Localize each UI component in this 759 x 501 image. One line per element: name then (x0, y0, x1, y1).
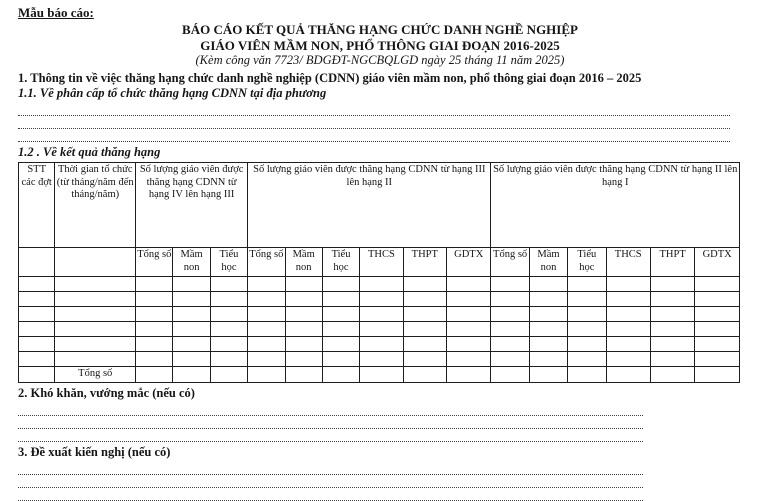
empty-cell (447, 322, 491, 337)
empty-cell (210, 322, 247, 337)
empty-cell (136, 292, 173, 307)
subheader-cell: Mầm non (173, 248, 210, 277)
subheader-cell: Mầm non (529, 248, 567, 277)
empty-cell (19, 337, 55, 352)
empty-cell (360, 322, 403, 337)
empty-cell (606, 292, 650, 307)
header-group-iv-to-iii: Số lượng giáo viên được thăng hạng CDNN từ hạng IV lên hạng III (136, 163, 248, 248)
empty-cell (173, 292, 210, 307)
section1-1-answer-lines (18, 103, 742, 142)
empty-cell (529, 352, 567, 367)
empty-cell (650, 292, 694, 307)
empty-cell (19, 322, 55, 337)
empty-cell (447, 292, 491, 307)
empty-cell (248, 352, 285, 367)
empty-cell (136, 307, 173, 322)
empty-cell (568, 352, 606, 367)
empty-cell (136, 322, 173, 337)
empty-cell (568, 367, 606, 382)
subheader-cell: Tiểu học (210, 248, 247, 277)
empty-cell (606, 307, 650, 322)
empty-cell (210, 307, 247, 322)
empty-cell (285, 322, 322, 337)
dotted-line (18, 429, 643, 442)
empty-cell (529, 292, 567, 307)
table-row (19, 352, 740, 367)
empty-cell (136, 277, 173, 292)
empty-cell (322, 277, 359, 292)
empty-cell (248, 307, 285, 322)
empty-cell (248, 292, 285, 307)
section2-answer-lines (18, 403, 742, 442)
empty-cell (606, 367, 650, 382)
dotted-line (18, 462, 643, 475)
section3-answer-lines (18, 462, 742, 501)
empty-cell (173, 307, 210, 322)
empty-cell (403, 352, 446, 367)
empty-cell (19, 352, 55, 367)
empty-cell (19, 277, 55, 292)
header-group-ii-to-i: Số lượng giáo viên được thăng hạng CDNN từ hạng II lên hạng I (491, 163, 740, 248)
empty-cell (173, 367, 210, 382)
empty-cell (529, 367, 567, 382)
empty-cell (491, 322, 529, 337)
empty-cell (322, 337, 359, 352)
section2-heading: 2. Khó khăn, vướng mắc (nếu có) (18, 385, 195, 400)
subheader-cell: THPT (403, 248, 446, 277)
empty-cell (606, 322, 650, 337)
empty-cell (173, 352, 210, 367)
empty-cell (491, 352, 529, 367)
section1-2-heading: 1.2 . Về kết quả thăng hạng (18, 145, 161, 160)
table-row (19, 307, 740, 322)
empty-cell (695, 337, 740, 352)
empty-cell (447, 277, 491, 292)
empty-cell (210, 352, 247, 367)
subheader-cell: THPT (650, 248, 694, 277)
empty-cell (210, 367, 247, 382)
empty-cell (568, 322, 606, 337)
empty-cell (55, 292, 136, 307)
subheader-cell: THCS (606, 248, 650, 277)
dotted-line (18, 403, 643, 416)
dotted-line (18, 129, 730, 142)
empty-cell (568, 292, 606, 307)
empty-cell (248, 367, 285, 382)
table-row (19, 337, 740, 352)
empty-cell (650, 277, 694, 292)
empty-cell (447, 307, 491, 322)
subheader-cell: GDTX (695, 248, 740, 277)
empty-cell (322, 292, 359, 307)
table-subheader-row (19, 248, 740, 277)
empty-cell (403, 337, 446, 352)
empty-cell (650, 307, 694, 322)
empty-cell (606, 277, 650, 292)
empty-cell (568, 277, 606, 292)
empty-cell (19, 292, 55, 307)
empty-cell (447, 367, 491, 382)
table-row (19, 292, 740, 307)
dotted-line (18, 416, 643, 429)
empty-cell (568, 307, 606, 322)
title-block (18, 22, 742, 68)
empty-cell (173, 322, 210, 337)
empty-cell (650, 352, 694, 367)
header-time: Thời gian tổ chức (từ tháng/năm đến tháng/năm) (55, 163, 136, 248)
empty-cell (55, 248, 136, 277)
form-label: Mẫu báo cáo: (18, 5, 94, 20)
empty-cell (529, 322, 567, 337)
empty-cell (568, 337, 606, 352)
empty-cell (650, 337, 694, 352)
empty-cell (322, 322, 359, 337)
empty-cell (360, 337, 403, 352)
dotted-line (18, 475, 643, 488)
table-row (19, 277, 740, 292)
empty-cell (248, 337, 285, 352)
empty-cell (491, 367, 529, 382)
table-row (19, 322, 740, 337)
empty-cell (606, 337, 650, 352)
empty-cell (19, 307, 55, 322)
section1-heading: 1. Thông tin về việc thăng hạng chức danh nghề nghiệp (CDNN) giáo viên mầm non, phổ thông giai đoạn 2016 – 2025 (18, 71, 642, 86)
empty-cell (322, 367, 359, 382)
empty-cell (403, 307, 446, 322)
empty-cell (285, 337, 322, 352)
empty-cell (136, 367, 173, 382)
header-stt: STT các đợt (19, 163, 55, 248)
empty-cell (210, 337, 247, 352)
empty-cell (210, 277, 247, 292)
empty-cell (136, 352, 173, 367)
subheader-cell: Tổng số (248, 248, 285, 277)
empty-cell (491, 307, 529, 322)
empty-cell (529, 307, 567, 322)
empty-cell (285, 367, 322, 382)
empty-cell (403, 367, 446, 382)
empty-cell (491, 292, 529, 307)
empty-cell (403, 292, 446, 307)
empty-cell (55, 352, 136, 367)
empty-cell (285, 277, 322, 292)
empty-cell (19, 367, 55, 382)
empty-cell (55, 277, 136, 292)
table-total-row (19, 367, 740, 382)
empty-cell (403, 277, 446, 292)
empty-cell (695, 322, 740, 337)
empty-cell (173, 277, 210, 292)
subheader-cell: Tổng số (136, 248, 173, 277)
subheader-cell: Tiểu học (568, 248, 606, 277)
empty-cell (322, 352, 359, 367)
empty-cell (695, 367, 740, 382)
subheader-cell: Mầm non (285, 248, 322, 277)
empty-cell (285, 352, 322, 367)
empty-cell (19, 248, 55, 277)
empty-cell (447, 352, 491, 367)
empty-cell (695, 307, 740, 322)
empty-cell (173, 337, 210, 352)
empty-cell (285, 307, 322, 322)
section1-1-heading: 1.1. Về phân cấp tổ chức thăng hạng CDNN tại địa phương (18, 86, 327, 101)
empty-cell (360, 352, 403, 367)
total-row-label: Tổng số (55, 367, 136, 382)
empty-cell (491, 337, 529, 352)
empty-cell (248, 322, 285, 337)
empty-cell (403, 322, 446, 337)
empty-cell (55, 322, 136, 337)
empty-cell (695, 352, 740, 367)
empty-cell (55, 307, 136, 322)
empty-cell (650, 322, 694, 337)
table-group-header-row (19, 163, 740, 248)
empty-cell (210, 292, 247, 307)
section3-heading: 3. Đề xuất kiến nghị (nếu có) (18, 444, 171, 459)
empty-cell (650, 367, 694, 382)
dotted-line (18, 103, 730, 116)
empty-cell (285, 292, 322, 307)
report-title-line2: GIÁO VIÊN MẦM NON, PHỔ THÔNG GIAI ĐOẠN 2016-2025 (200, 37, 560, 53)
empty-cell (322, 307, 359, 322)
empty-cell (695, 277, 740, 292)
dotted-line (18, 116, 730, 129)
empty-cell (606, 352, 650, 367)
dotted-line (18, 488, 643, 501)
report-title-line1: BÁO CÁO KẾT QUẢ THĂNG HẠNG CHỨC DANH NGHỀ NGHIỆP (182, 22, 578, 37)
empty-cell (136, 337, 173, 352)
empty-cell (529, 277, 567, 292)
subheader-cell: Tổng số (491, 248, 529, 277)
header-group-iii-to-ii: Số lượng giáo viên được thăng hạng CDNN từ hạng III lên hạng II (248, 163, 491, 248)
subheader-cell: GDTX (447, 248, 491, 277)
subheader-cell: THCS (360, 248, 403, 277)
subheader-cell: Tiểu học (322, 248, 359, 277)
empty-cell (447, 337, 491, 352)
empty-cell (360, 277, 403, 292)
report-title-citation: (Kèm công văn 7723/ BDGĐT-NGCBQLGD ngày 25 tháng 11 năm 2025) (195, 53, 565, 68)
empty-cell (529, 337, 567, 352)
empty-cell (695, 292, 740, 307)
empty-cell (360, 307, 403, 322)
empty-cell (360, 292, 403, 307)
promotion-results-table (18, 162, 740, 382)
empty-cell (248, 277, 285, 292)
empty-cell (360, 367, 403, 382)
empty-cell (55, 337, 136, 352)
empty-cell (491, 277, 529, 292)
